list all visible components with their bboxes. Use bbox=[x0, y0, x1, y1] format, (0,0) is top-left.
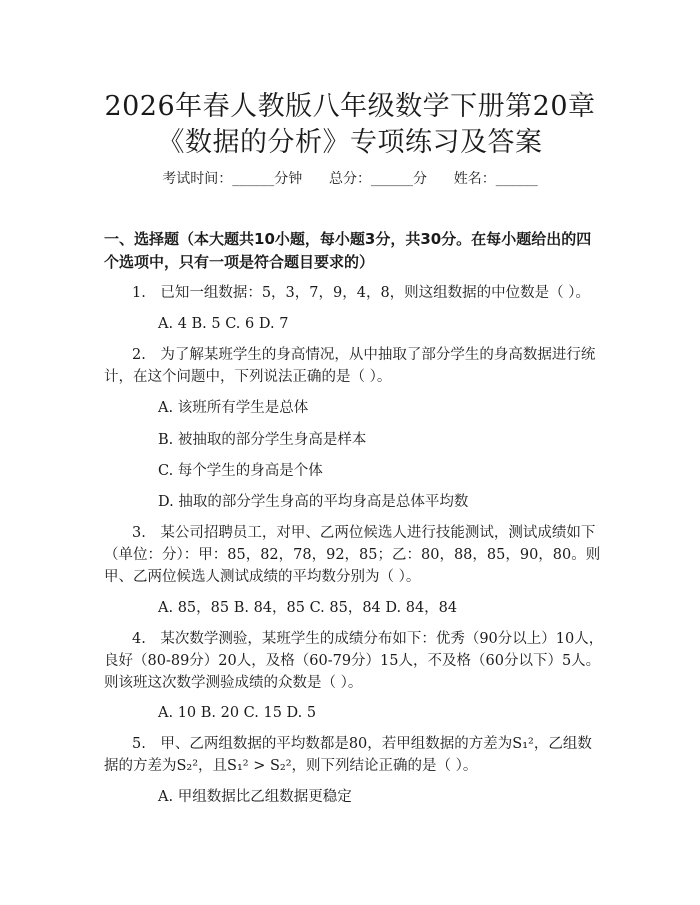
name-field: 姓名：______ bbox=[453, 171, 538, 187]
question-2-option-b: B. 被抽取的部分学生身高是样本 bbox=[158, 432, 367, 448]
question-3: 3. 某公司招聘员工，对甲、乙两位候选人进行技能测试，测试成绩如下（单位：分）：甲：85，82，78，92，85；乙：80，88，85，90，80。则甲、乙两位候选人测试成绩的平均数分别为（ ）。 bbox=[104, 525, 601, 585]
document-title-line2: 《数据的分析》专项练习及答案 bbox=[157, 127, 543, 158]
section-heading-choice: 一、选择题（本大题共10小题，每小题3分，共30分。在每小题给出的四个选项中，只有一项是符合题目要求的） bbox=[104, 230, 592, 271]
question-5-option-a: A. 甲组数据比乙组数据更稳定 bbox=[158, 789, 352, 805]
question-2-option-d: D. 抽取的部分学生身高的平均身高是总体平均数 bbox=[158, 494, 469, 510]
document-title-line1: 2026年春人教版八年级数学下册第20章 bbox=[104, 91, 596, 122]
question-1-options: A. 4 B. 5 C. 6 D. 7 bbox=[158, 316, 289, 332]
question-4-options: A. 10 B. 20 C. 15 D. 5 bbox=[158, 705, 317, 721]
question-2-option-a: A. 该班所有学生是总体 bbox=[158, 400, 309, 416]
question-5: 5. 甲、乙两组数据的平均数都是80，若甲组数据的方差为S₁²，乙组数据的方差为S₂²，且S₁² > S₂²，则下列结论正确的是（ ）。 bbox=[104, 736, 592, 774]
question-4: 4. 某次数学测验，某班学生的成绩分布如下：优秀（90分以上）10人，良好（80-89分）20人，及格（60-79分）15人，不及格（60分以下）5人。则该班这次数学测验成绩的众数是（ ）。 bbox=[104, 631, 604, 691]
total-score-field: 总分：______分 bbox=[329, 171, 427, 187]
question-2: 2. 为了解某班学生的身高情况，从中抽取了部分学生的身高数据进行统计，在这个问题中，下列说法正确的是（ ）。 bbox=[104, 347, 596, 385]
question-1: 1. 已知一组数据：5，3，7，9，4，8，则这组数据的中位数是（ ）。 bbox=[132, 285, 591, 301]
exam-time-field: 考试时间：______分钟 bbox=[162, 171, 303, 187]
exam-meta bbox=[0, 168, 700, 188]
question-3-options: A. 85，85 B. 84，85 C. 85，84 D. 84，84 bbox=[158, 600, 458, 616]
question-2-option-c: C. 每个学生的身高是个体 bbox=[158, 463, 323, 479]
